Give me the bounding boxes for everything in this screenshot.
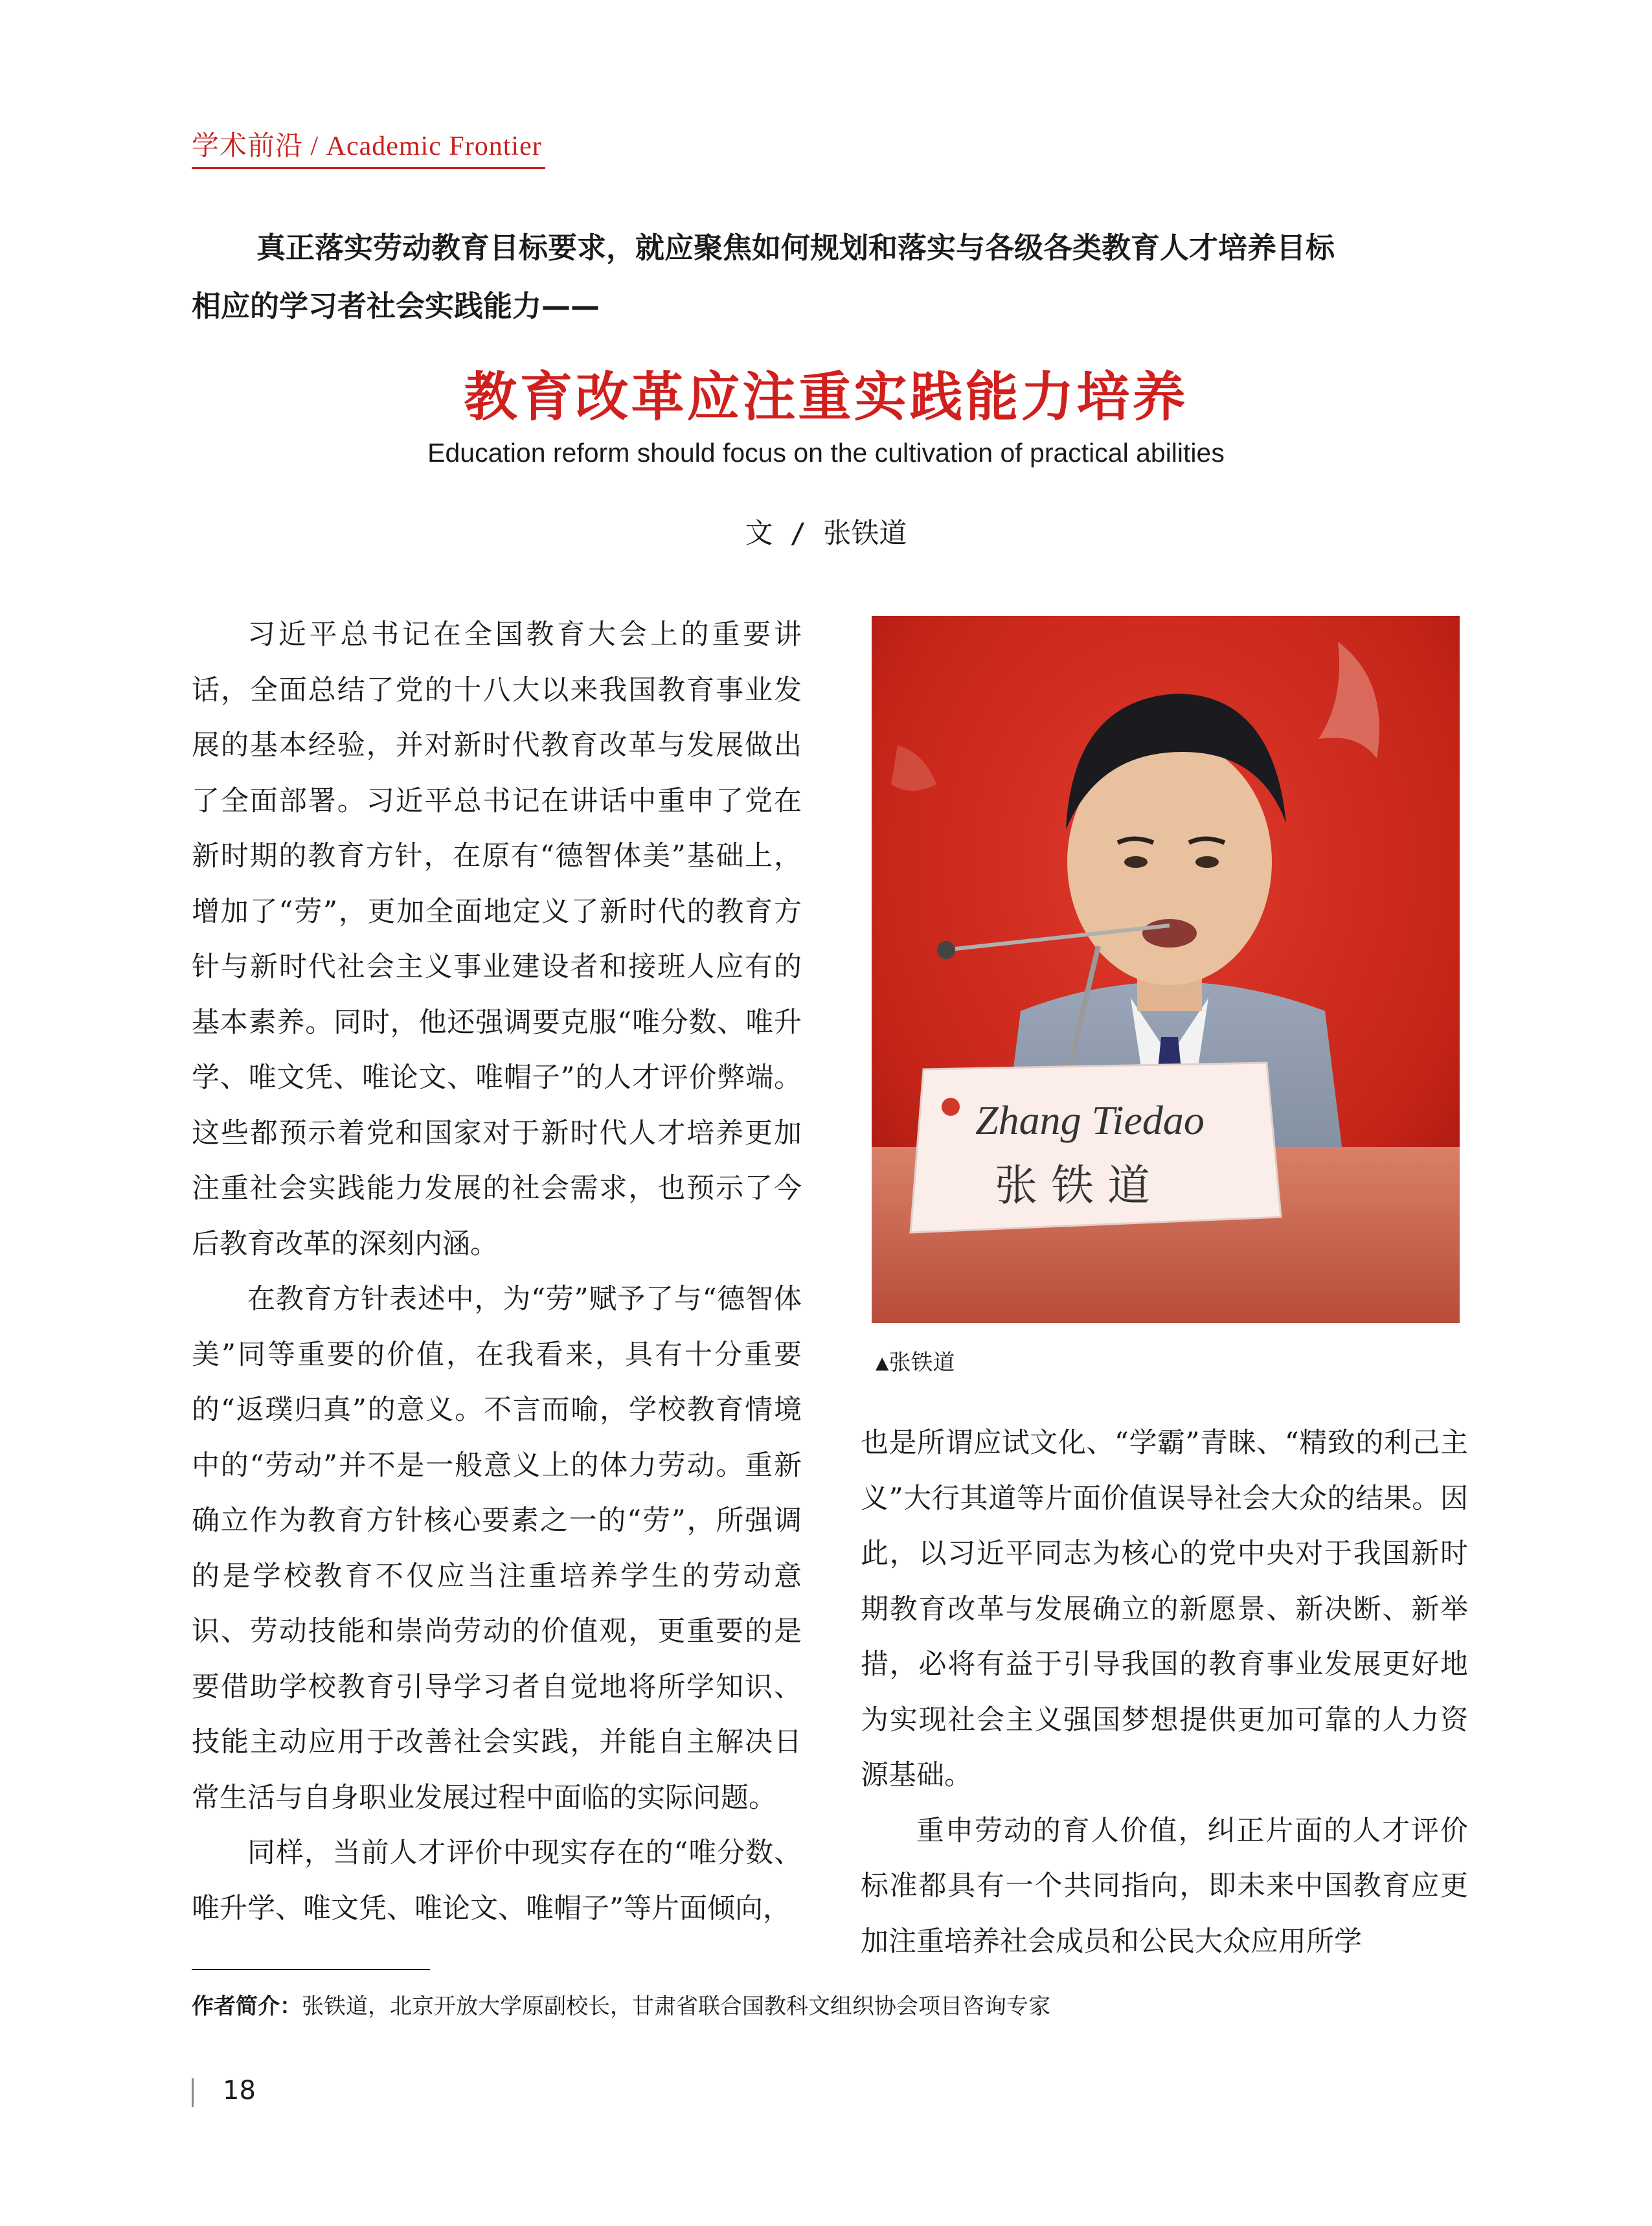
footnote-divider xyxy=(192,1969,430,1970)
nameplate-chinese: 张 铁 道 xyxy=(995,1161,1150,1210)
body-paragraph: 重申劳动的育人价值，纠正片面的人才评价标准都具有一个共同指向，即未来中国教育应更加注重培养社会成员和公民大众应用所学 xyxy=(861,1814,1468,1958)
lead-line-2: 相应的学习者社会实践能力—— xyxy=(192,289,600,323)
photo-caption: ▲张铁道 xyxy=(876,1350,955,1376)
nameplate-english: Zhang Tiedao xyxy=(975,1097,1205,1143)
body-paragraph: 习近平总书记在全国教育大会上的重要讲话，全面总结了党的十八大以来我国教育事业发展的基本经验，并对新时代教育改革与发展做出了全面部署。习近平总书记在讲话中重申了党在新时期的教育方针，在原有“德智体美”基础上，增加了“劳”，更加全面地定义了新时代的教育方针与新时代社会主义事业建设者和接班人应有的基本素养。同时，他还强调要克服“唯分数、唯升学、唯文凭、唯论文、唯帽子”的人才评价弊端。这些都预示着党和国家对于新时代人才培养更加注重社会实践能力发展的社会需求，也预示了今后教育改革的深刻内涵。 xyxy=(192,619,802,1260)
article-title: 教育改革应注重实践能力培养 xyxy=(464,366,1188,428)
page-marker xyxy=(192,2078,194,2107)
section-label: 学术前沿 / Academic Frontier xyxy=(192,131,542,161)
article-subtitle: Education reform should focus on the cultivation of practical abilities xyxy=(427,438,1225,468)
body-paragraph: 同样，当前人才评价中现实存在的“唯分数、唯升学、唯文凭、唯论文、唯帽子”等片面倾向， xyxy=(192,1837,802,1925)
body-paragraph: 在教育方针表述中，为“劳”赋予了与“德智体美”同等重要的价值，在我看来，具有十分重要的“返璞归真”的意义。不言而喻，学校教育情境中的“劳动”并不是一般意义上的体力劳动。重新确立作为教育方针核心要素之一的“劳”，所强调的是学校教育不仅应当注重培养学生的劳动意识、劳动技能和崇尚劳动的价值观，更重要的是要借助学校教育引导学习者自觉地将所学知识、技能主动应用于改善社会实践，并能自主解决日常生活与自身职业发展过程中面临的实际问题。 xyxy=(192,1283,802,1814)
lead-paragraph xyxy=(192,219,1461,335)
body-paragraph: 也是所谓应试文化、“学霸”青睐、“精致的利己主义”大行其道等片面价值误导社会大众的结果。因此，以习近平同志为核心的党中央对于我国新时期教育改革与发展确立的新愿景、新决断、新举措，必将有益于引导我国的教育事业发展更好地为实现社会主义强国梦想提供更加可靠的人力资源基础。 xyxy=(861,1427,1468,1791)
author-photo xyxy=(872,616,1460,1323)
lead-line-1: 真正落实劳动教育目标要求，就应聚焦如何规划和落实与各级各类教育人才培养目标 xyxy=(256,231,1335,265)
author-note-text: 张铁道，北京开放大学原副校长，甘肃省联合国教科文组织协会项目咨询专家 xyxy=(302,1993,1050,2019)
author-note xyxy=(192,1988,1461,2020)
page-number: 18 xyxy=(223,2076,256,2106)
author-note-label: 作者简介： xyxy=(192,1993,302,2019)
byline: 文 / 张铁道 xyxy=(745,517,907,550)
article-column-right xyxy=(861,1416,1468,1966)
mouth xyxy=(1142,919,1197,948)
article-column-left xyxy=(192,608,802,1961)
section-divider xyxy=(192,167,545,169)
